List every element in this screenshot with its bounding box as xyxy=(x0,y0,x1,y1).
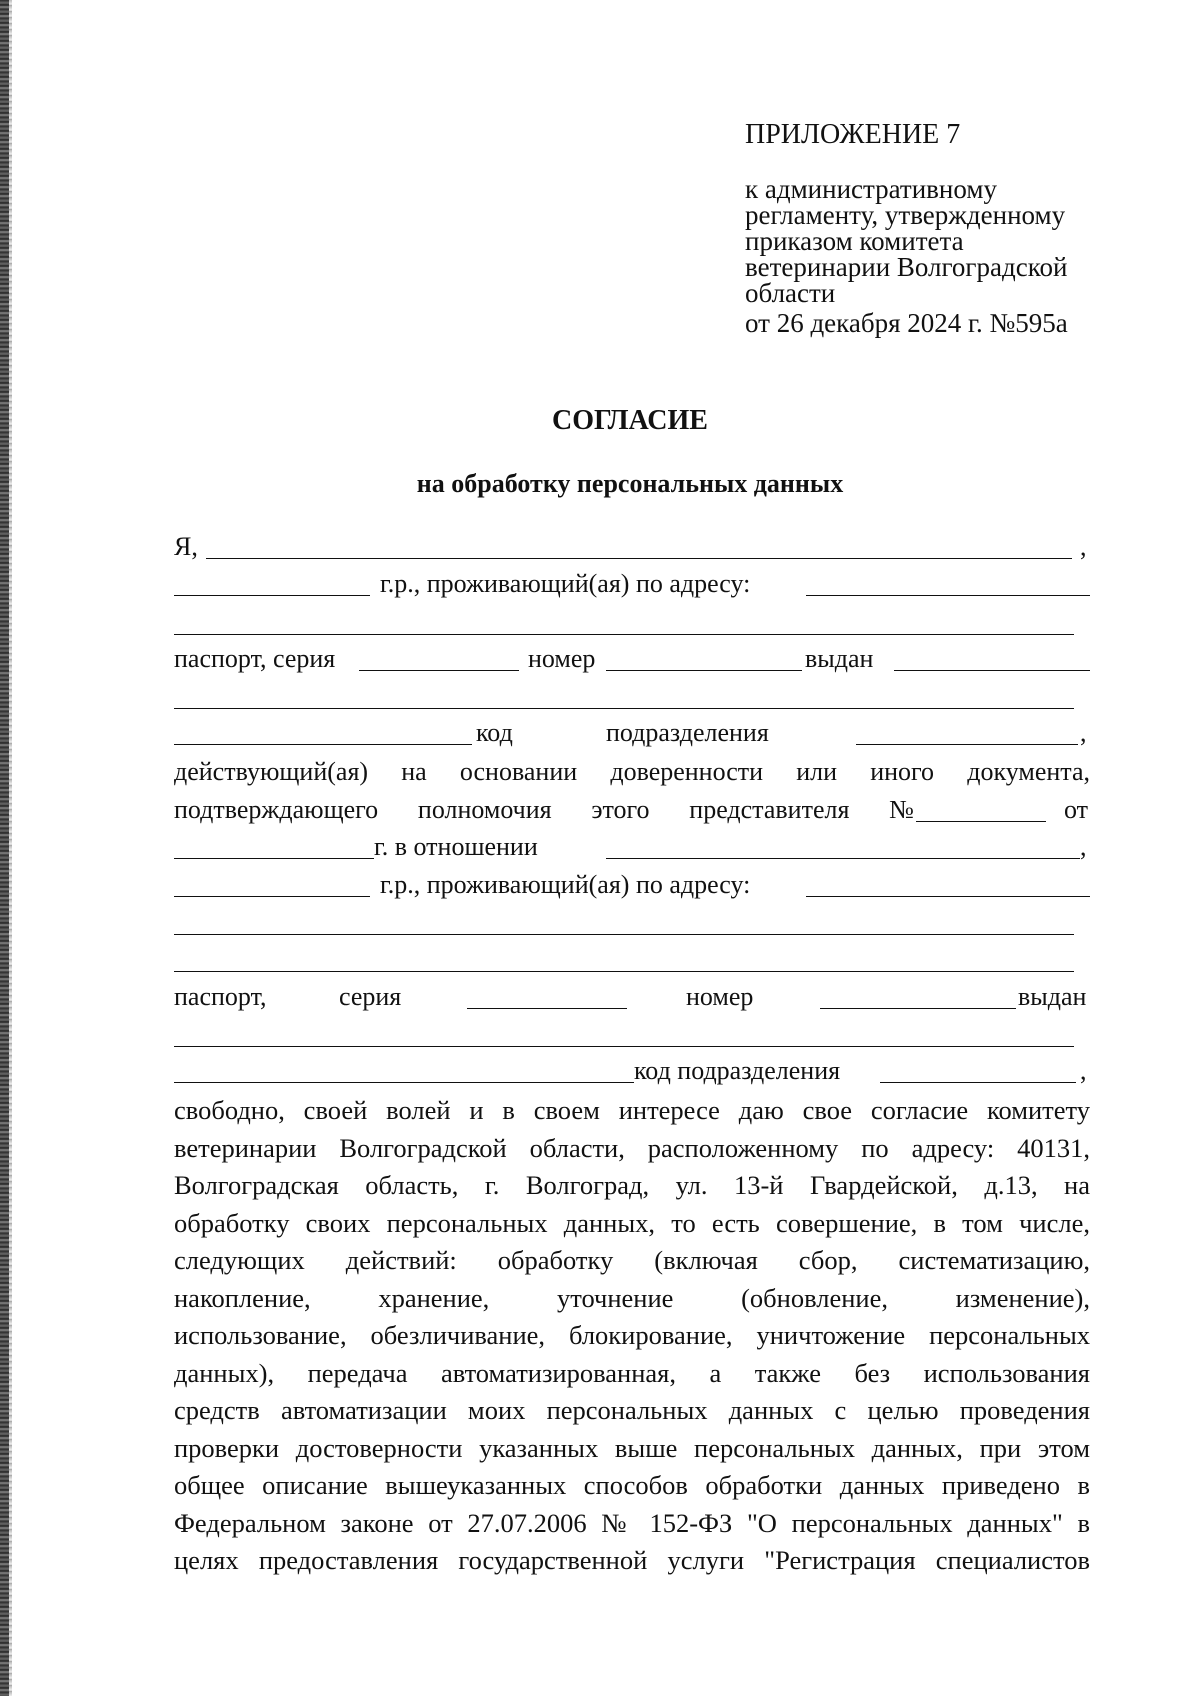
form-line-passport-2 xyxy=(174,982,1090,1012)
appendix-ref-line: ветеринарии Волгоградской xyxy=(745,252,1068,282)
subdivision-code-field[interactable] xyxy=(856,744,1078,745)
appendix-ref-line: приказом комитета xyxy=(745,226,964,256)
label-subdivision: подразделения xyxy=(606,718,769,747)
birth-year-field-2[interactable] xyxy=(174,896,370,897)
passport-number-field[interactable] xyxy=(606,670,802,671)
body-line: общее описание вышеуказанных способов обработки данных приведено в xyxy=(174,1470,1090,1500)
passport-series-field[interactable] xyxy=(359,670,519,671)
form-line-subdivision xyxy=(174,718,1090,748)
label-passport-series: паспорт, серия xyxy=(174,644,336,673)
document-date-field[interactable] xyxy=(174,858,374,859)
comma: , xyxy=(1080,1056,1087,1085)
body-line: обработку своих персональных данных, то есть совершение, в том числе, xyxy=(174,1207,1090,1238)
issued-by-field[interactable] xyxy=(894,670,1090,671)
label-number: номер xyxy=(528,644,596,673)
body-line: Волгоградская область, г. Волгоград, ул. 13-й Гвардейской, д.13, на xyxy=(174,1170,1090,1200)
label-regarding: г. в отношении xyxy=(374,832,538,861)
issued-by-field-cont[interactable] xyxy=(174,744,472,745)
body-line: целях предоставления государственной услуги "Регистрация специалистов xyxy=(174,1545,1090,1575)
appendix-reference xyxy=(745,176,1105,306)
represented-person-field[interactable] xyxy=(606,858,1080,859)
passport-number-field-2[interactable] xyxy=(820,1008,1016,1009)
birth-year-field[interactable] xyxy=(174,595,370,596)
body-line: использование, обезличивание, блокирование, уничтожение персональных xyxy=(174,1320,1090,1350)
form-line-passport xyxy=(174,644,1090,674)
scan-edge xyxy=(0,0,9,1696)
address-field-2[interactable] xyxy=(806,896,1090,897)
address-field-line[interactable] xyxy=(174,634,1074,635)
document-title: СОГЛАСИЕ xyxy=(552,405,708,436)
comma: , xyxy=(1080,532,1087,561)
label-ya: Я, xyxy=(174,532,198,561)
scan-edge-shadow xyxy=(9,0,12,1696)
document-subtitle: на обработку персональных данных xyxy=(416,469,844,498)
appendix-ref-line: области xyxy=(745,278,836,308)
body-line: средств автоматизации моих персональных данных с целью проведения xyxy=(174,1395,1090,1425)
form-line-confirming xyxy=(174,795,1090,825)
address-field-2-line[interactable] xyxy=(174,971,1074,972)
passport-series-field-2[interactable] xyxy=(467,1008,627,1009)
body-line: Федеральном законе от 27.07.2006 № 152-ФЗ "О персональных данных" в xyxy=(174,1507,1090,1538)
address-field[interactable] xyxy=(806,595,1090,596)
body-line: накопление, хранение, уточнение (обновление, изменение), xyxy=(174,1282,1090,1313)
comma: , xyxy=(1080,718,1087,747)
form-line-birth-address xyxy=(174,569,1090,599)
label-issued-2: выдан xyxy=(1018,982,1087,1011)
label-series: серия xyxy=(339,982,402,1011)
label-issued: выдан xyxy=(805,644,874,673)
body-line: следующих действий: обработку (включая сбор, систематизацию, xyxy=(174,1245,1090,1275)
comma: , xyxy=(1080,832,1087,861)
issued-by-field-2-line[interactable] xyxy=(174,1046,1074,1047)
label-from: от xyxy=(1064,795,1089,824)
appendix-ref-line: к административному xyxy=(745,174,997,204)
label-birth-address: г.р., проживающий(ая) по адресу: xyxy=(380,569,751,598)
name-field[interactable] xyxy=(206,558,1072,559)
form-line-name xyxy=(174,532,1090,562)
appendix-title: ПРИЛОЖЕНИЕ 7 xyxy=(745,119,961,150)
issued-by-field-2-cont[interactable] xyxy=(174,1082,634,1083)
body-line: проверки достоверности указанных выше персональных данных, при этом xyxy=(174,1432,1090,1463)
body-line: свободно, своей волей и в своем интересе даю свое согласие комитету xyxy=(174,1095,1090,1125)
label-code-subdivision: код подразделения xyxy=(634,1056,841,1085)
label-code: код xyxy=(476,718,513,747)
label-confirming: подтверждающего полномочия этого представителя № xyxy=(174,795,914,824)
form-line-subdivision-2 xyxy=(174,1056,1090,1086)
subdivision-code-field-2[interactable] xyxy=(880,1082,1076,1083)
label-acting: действующий(ая) на основании доверенности или иного документа, xyxy=(174,757,1090,786)
label-number-2: номер xyxy=(686,982,754,1011)
document-number-field[interactable] xyxy=(916,821,1046,822)
label-passport: паспорт, xyxy=(174,982,267,1011)
appendix-date: от 26 декабря 2024 г. №595а xyxy=(745,308,1068,338)
form-line-acting xyxy=(174,757,1090,787)
form-line-birth-address-2 xyxy=(174,870,1090,900)
body-line: ветеринарии Волгоградской области, расположенному по адресу: 40131, xyxy=(174,1132,1090,1163)
body-line: данных), передача автоматизированная, а также без использования xyxy=(174,1357,1090,1388)
form-line-regarding xyxy=(174,832,1090,862)
appendix-ref-line: регламенту, утвержденному xyxy=(745,200,1066,230)
address-field-2-line[interactable] xyxy=(174,934,1074,935)
label-birth-address-2: г.р., проживающий(ая) по адресу: xyxy=(380,870,751,899)
issued-by-field-line[interactable] xyxy=(174,708,1074,709)
consent-body xyxy=(174,1092,1090,1580)
